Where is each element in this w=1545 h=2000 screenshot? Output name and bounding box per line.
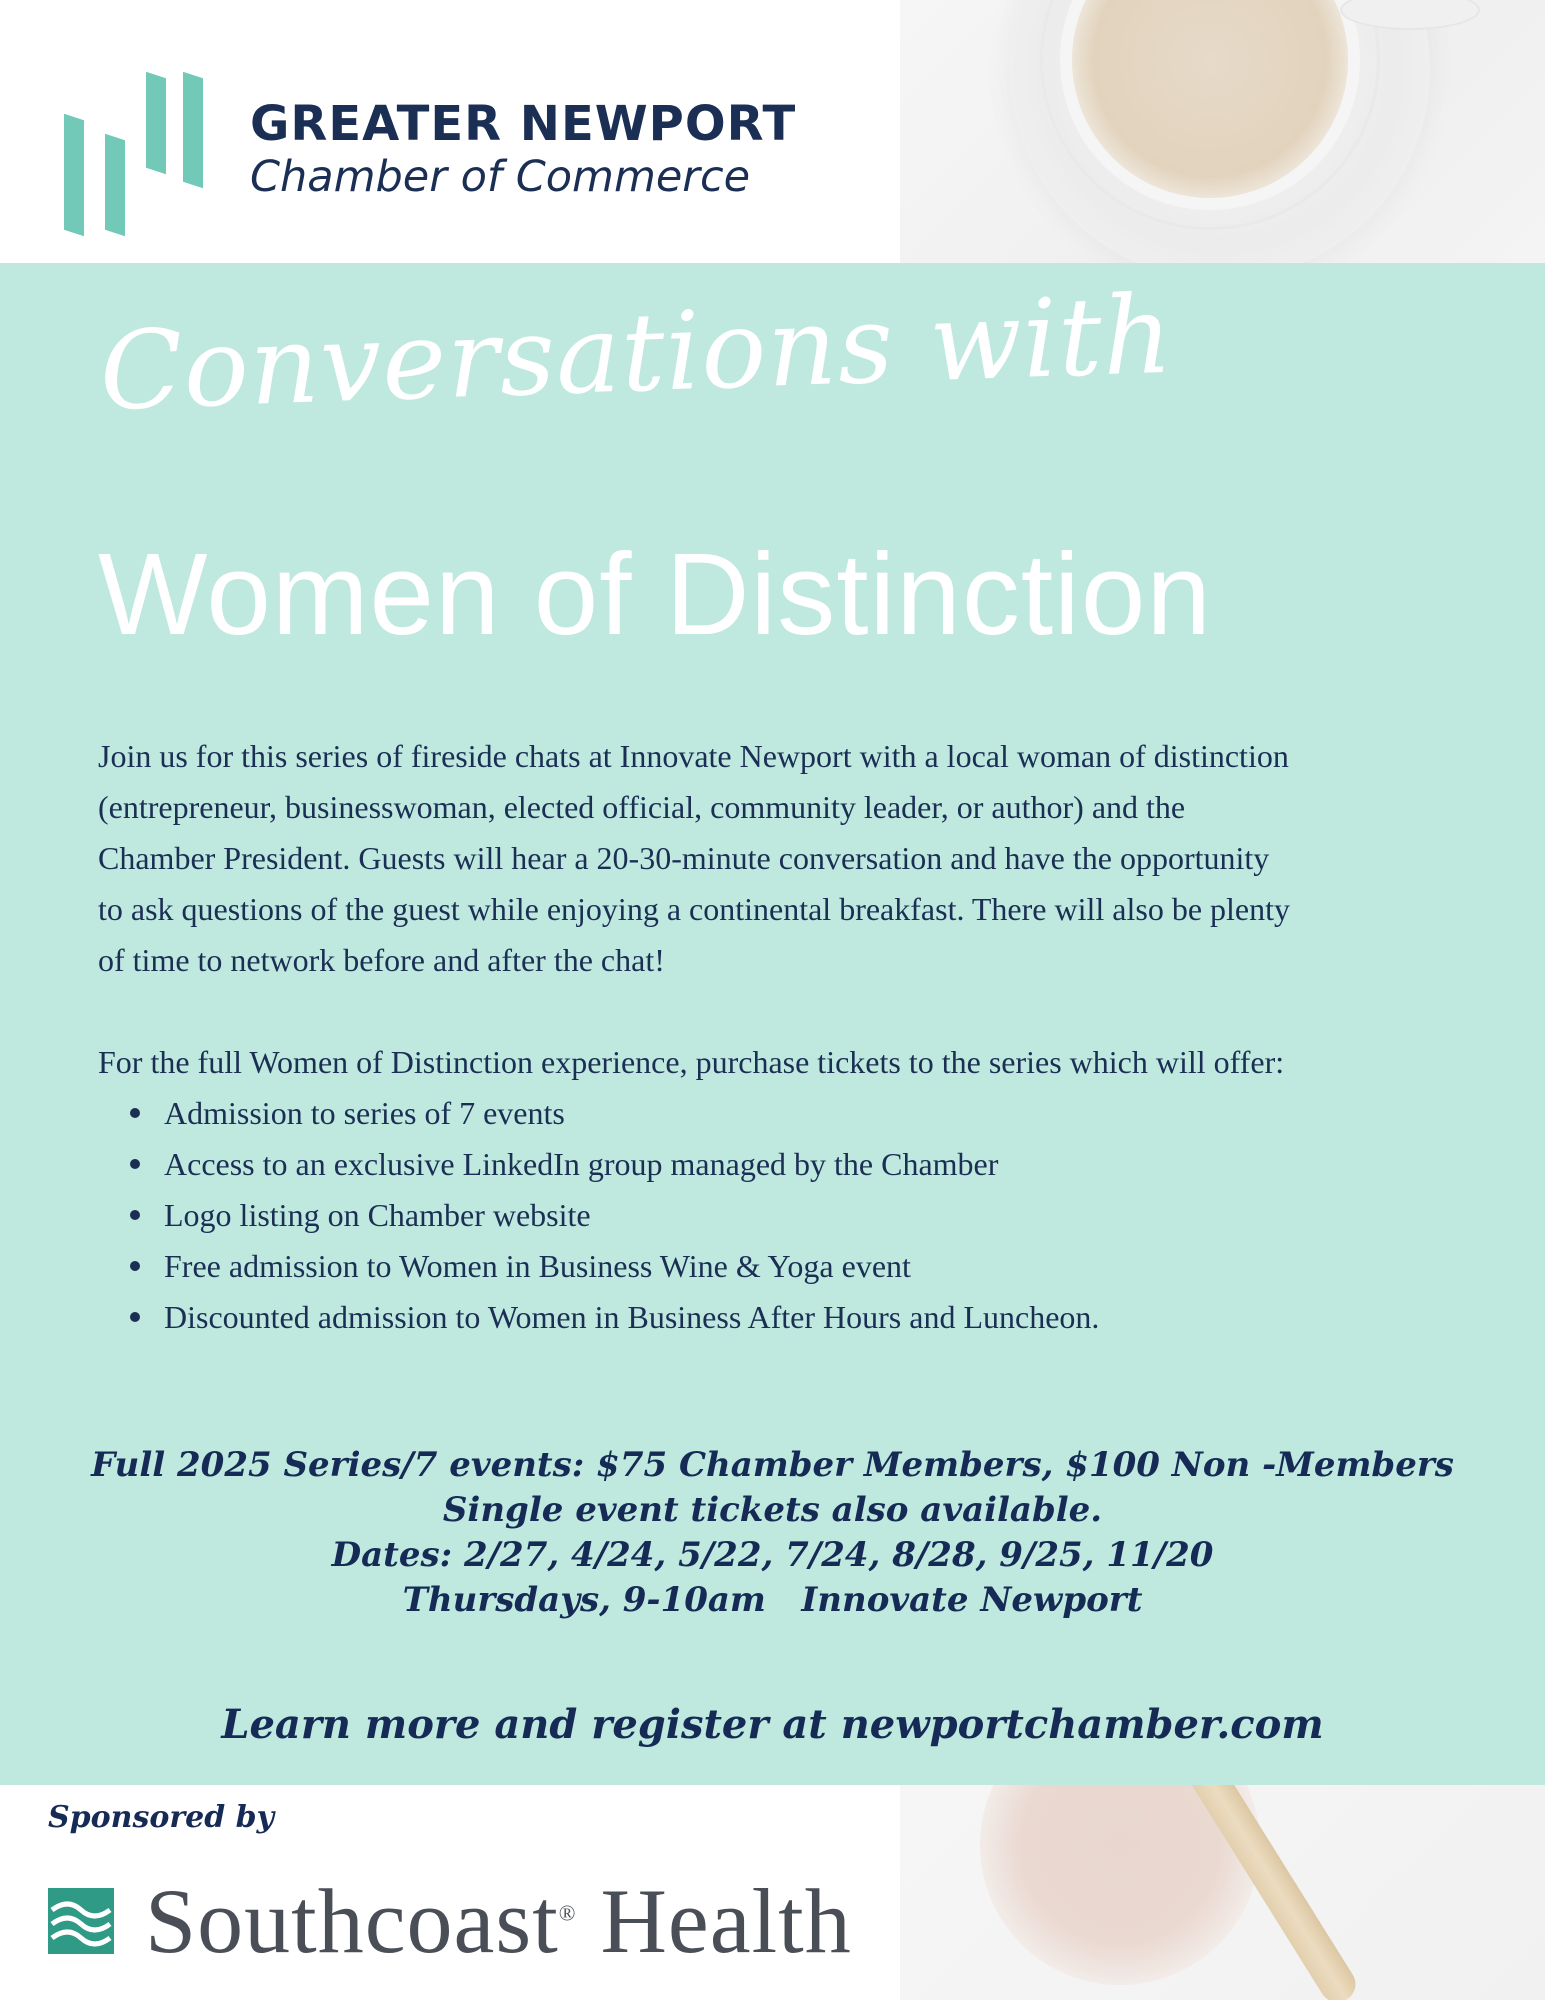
org-subtitle: Chamber of Commerce xyxy=(250,152,751,202)
intro-line: Chamber President. Guests will hear a 20-30-minute conversation and have the opportunity xyxy=(98,840,1270,876)
logo-bar-2 xyxy=(105,134,125,236)
intro-line: Join us for this series of fireside chats at Innovate Newport with a local woman of distinction xyxy=(98,738,1289,774)
logo-bar-3 xyxy=(146,72,166,174)
org-name: GREATER NEWPORT xyxy=(250,96,797,152)
bullet-icon xyxy=(130,1108,140,1118)
benefit-text: Access to an exclusive LinkedIn group managed by the Chamber xyxy=(164,1146,999,1182)
list-item xyxy=(98,1088,1099,1139)
list-item xyxy=(98,1241,1099,1292)
main-title: Women of Distinction xyxy=(98,529,1212,659)
sponsor-name-part2: Health xyxy=(600,1870,852,1972)
intro-line: of time to network before and after the chat! xyxy=(98,942,665,978)
sponsor-name-part1: Southcoast xyxy=(145,1870,559,1972)
intro-paragraph xyxy=(98,731,1458,986)
list-item xyxy=(98,1139,1099,1190)
bullet-icon xyxy=(130,1312,140,1322)
benefit-text: Discounted admission to Women in Business After Hours and Luncheon. xyxy=(164,1299,1100,1335)
bullet-icon xyxy=(130,1210,140,1220)
registered-mark: ® xyxy=(558,1900,577,1926)
list-item xyxy=(98,1292,1099,1343)
bullet-icon xyxy=(130,1159,140,1169)
intro-line: to ask questions of the guest while enjoying a continental breakfast. There will also be plenty xyxy=(98,891,1290,927)
benefit-text: Logo listing on Chamber website xyxy=(164,1197,591,1233)
pricing-block xyxy=(0,1443,1545,1623)
logo-bar-4 xyxy=(183,72,203,188)
bullet-icon xyxy=(130,1261,140,1271)
list-item xyxy=(98,1190,1099,1241)
chamber-logo-icon xyxy=(64,75,204,235)
sponsored-by-label: Sponsored by xyxy=(48,1800,275,1835)
register-cta[interactable]: Learn more and register at newportchamber.com xyxy=(221,1701,1324,1748)
dates-line: Dates: 2/27, 4/24, 5/22, 7/24, 8/28, 9/25, 11/20 xyxy=(331,1535,1214,1575)
benefits-lead: For the full Women of Distinction experience, purchase tickets to the series which will offer: xyxy=(98,1044,1285,1080)
sponsor-name xyxy=(145,1868,852,1974)
pricing-line: Full 2025 Series/7 events: $75 Chamber Members, $100 Non -Members xyxy=(91,1445,1454,1485)
southcoast-logo-icon xyxy=(48,1888,114,1954)
time-location-line: Thursdays, 9-10am Innovate Newport xyxy=(402,1580,1143,1620)
honey-photo-bottom xyxy=(900,1785,1545,2000)
benefits-list xyxy=(98,1088,1099,1343)
pricing-line: Single event tickets also available. xyxy=(442,1490,1103,1530)
benefit-text: Free admission to Women in Business Wine & Yoga event xyxy=(164,1248,911,1284)
benefit-text: Admission to series of 7 events xyxy=(164,1095,565,1131)
logo-bar-1 xyxy=(64,114,84,236)
script-title: Conversations with xyxy=(97,272,1176,435)
intro-line: (entrepreneur, businesswoman, elected official, community leader, or author) and the xyxy=(98,789,1186,825)
